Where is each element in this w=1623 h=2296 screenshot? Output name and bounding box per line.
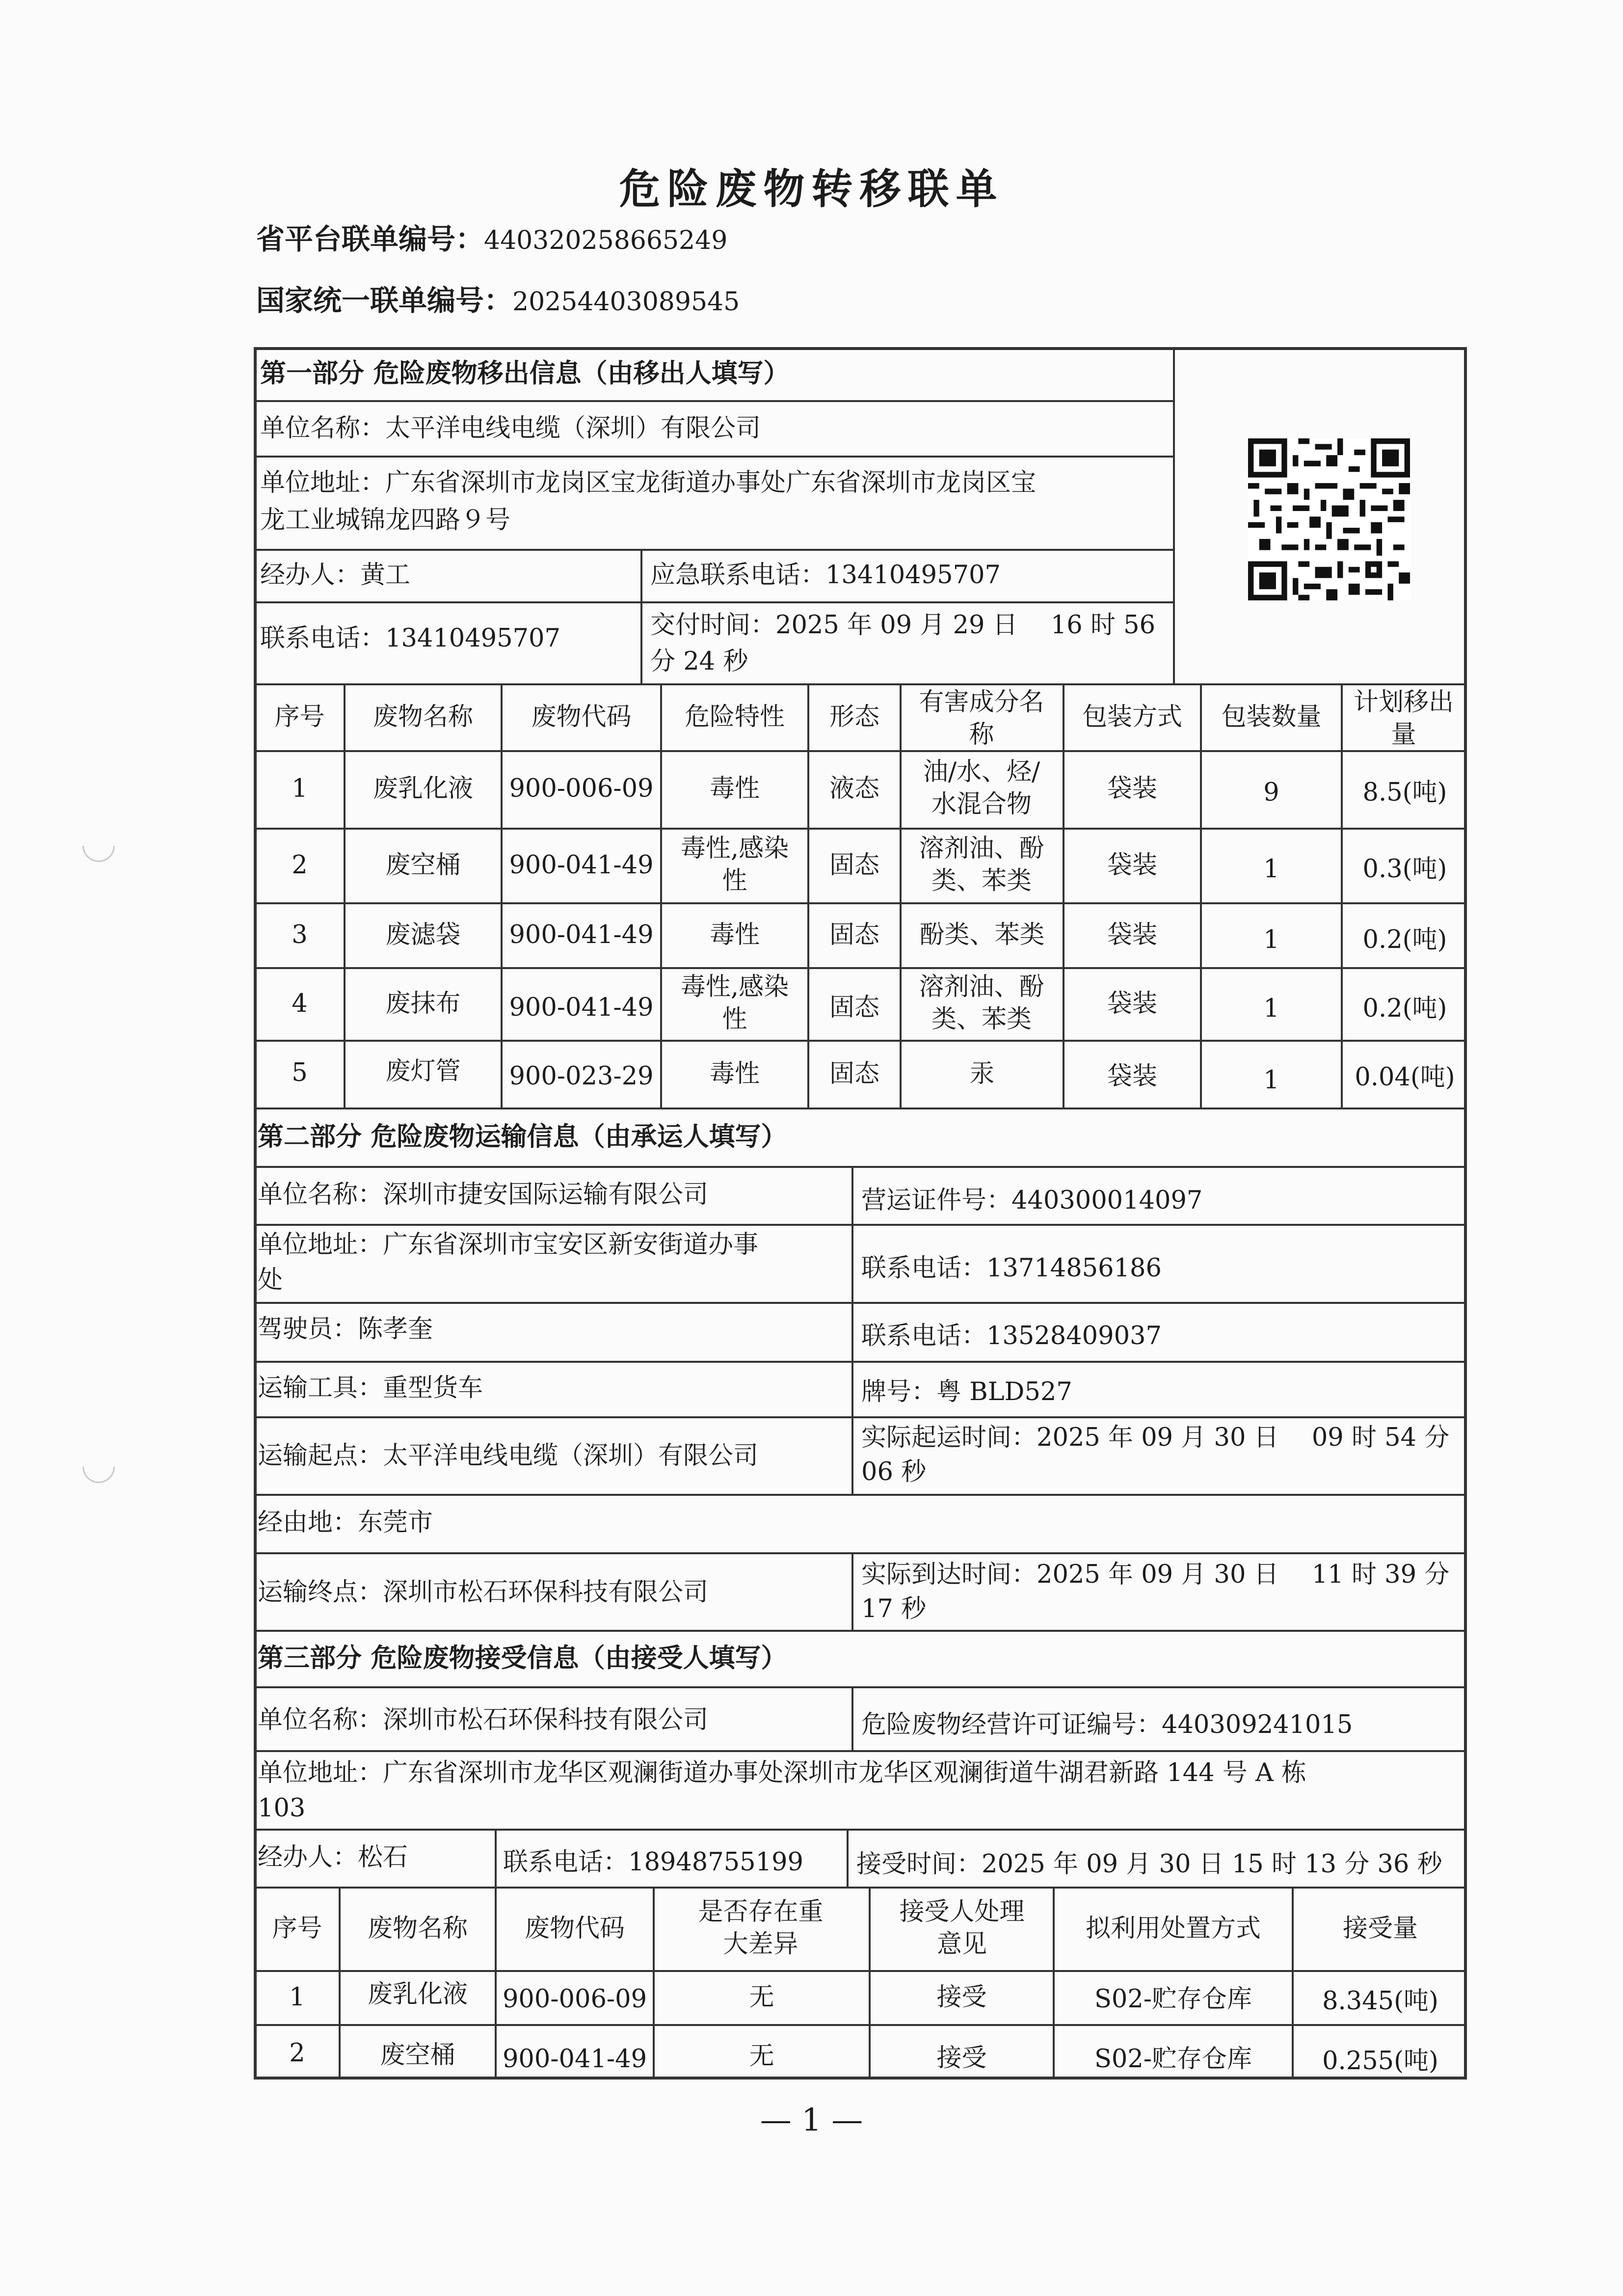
part3-permit: 危险废物经营许可证编号：440309241015 — [861, 1710, 1353, 1739]
row-component: 酚类、苯类 — [919, 920, 1045, 949]
column-header: 序号 — [274, 702, 325, 731]
provincial-number-value: 440320258665249 — [484, 226, 728, 255]
part2-address-line1: 单位地址：广东省深圳市宝安区新安街道办事 — [258, 1230, 759, 1259]
part1-contact-phone: 联系电话：13410495707 — [260, 624, 560, 653]
row-hazard: 毒性,感染性 — [680, 972, 789, 1034]
row-opinion: 接受 — [936, 1983, 987, 2012]
row-qty: 9 — [1263, 778, 1279, 807]
column-header: 废物名称 — [367, 1914, 468, 1943]
part1-emergency-phone: 应急联系电话：13410495707 — [650, 561, 1001, 590]
row-name: 废滤袋 — [385, 920, 461, 949]
part2-depart-line1: 实际起运时间：2025 年 09 月 30 日 09 时 54 分 — [861, 1423, 1450, 1452]
row-planned: 0.2(吨) — [1362, 994, 1447, 1023]
part1-handover-line2: 分 24 秒 — [650, 647, 748, 676]
part2-driver-phone: 联系电话：13528409037 — [861, 1322, 1162, 1351]
row-no: 4 — [292, 989, 308, 1018]
row-amount: 8.345(吨) — [1322, 1987, 1438, 2016]
part3-receive-time: 接受时间：2025 年 09 月 30 日 15 时 13 分 36 秒 — [856, 1850, 1442, 1879]
part1-address-line1: 单位地址：广东省深圳市龙岗区宝龙街道办事处广东省深圳市龙岗区宝 — [260, 468, 1037, 497]
row-planned: 0.3(吨) — [1362, 855, 1447, 884]
row-name: 废空桶 — [380, 2041, 455, 2070]
row-planned: 0.2(吨) — [1362, 925, 1447, 954]
row-package: 袋装 — [1107, 851, 1157, 880]
document-title: 危险废物转移联单 — [619, 165, 1004, 213]
row-planned: 0.04(吨) — [1355, 1063, 1455, 1092]
punch-hole-mark — [76, 823, 121, 868]
row-component: 溶剂油、酚类、苯类 — [919, 834, 1044, 895]
part2-contact-phone: 联系电话：13714856186 — [861, 1254, 1162, 1283]
column-header: 危险特性 — [684, 702, 785, 731]
part3-contact-phone: 联系电话：18948755199 — [503, 1848, 803, 1877]
row-form: 固态 — [829, 920, 879, 949]
part3-address-line1: 单位地址：广东省深圳市龙华区观澜街道办事处深圳市龙华区观澜街道牛湖君新路 144 号 A 栋 — [258, 1758, 1307, 1787]
row-code: 900-006-09 — [509, 774, 654, 803]
part2-unit-name: 单位名称：深圳市捷安国际运输有限公司 — [258, 1180, 709, 1209]
row-component: 溶剂油、酚类、苯类 — [919, 972, 1044, 1034]
page-number: — 1 — — [760, 2102, 863, 2138]
column-header: 形态 — [829, 702, 879, 731]
part2-via: 经由地：东莞市 — [258, 1508, 433, 1537]
column-header: 计划移出量 — [1353, 688, 1454, 749]
row-qty: 1 — [1263, 925, 1279, 954]
column-header: 有害成分名称 — [919, 688, 1044, 749]
row-component: 油/水、烃/水混合物 — [923, 757, 1040, 819]
row-code: 900-041-49 — [502, 2045, 647, 2074]
row-no: 1 — [289, 1983, 305, 2012]
column-header: 包装方式 — [1082, 702, 1182, 731]
part1-address-line2: 龙工业城锦龙四路９号 — [260, 506, 511, 535]
row-form: 固态 — [829, 1059, 879, 1088]
part2-destination: 运输终点：深圳市松石环保科技有限公司 — [258, 1578, 709, 1607]
row-no: 1 — [292, 774, 308, 803]
part1-unit-name: 单位名称：太平洋电线电缆（深圳）有限公司 — [260, 414, 761, 443]
column-header: 接受量 — [1342, 1914, 1418, 1943]
punch-hole-mark — [76, 1444, 121, 1489]
column-header: 是否存在重大差异 — [698, 1897, 824, 1959]
row-hazard: 毒性 — [709, 1059, 760, 1088]
part1-header: 第一部分 危险废物移出信息（由移出人填写） — [260, 358, 790, 388]
row-code: 900-041-49 — [509, 920, 654, 949]
row-form: 固态 — [829, 851, 879, 880]
part3-unit-name: 单位名称：深圳市松石环保科技有限公司 — [258, 1705, 709, 1734]
part1-handover-line1: 交付时间：2025 年 09 月 29 日 16 时 56 — [650, 611, 1156, 640]
row-code: 900-006-09 — [502, 1985, 647, 2014]
row-name: 废灯管 — [385, 1057, 461, 1086]
row-name: 废乳化液 — [372, 774, 473, 803]
part2-vehicle: 运输工具：重型货车 — [258, 1374, 483, 1403]
row-hazard: 毒性,感染性 — [680, 834, 789, 895]
row-diff: 无 — [749, 2042, 774, 2071]
part2-driver: 驾驶员：陈孝奎 — [258, 1315, 433, 1344]
part3-handler: 经办人：松石 — [258, 1843, 408, 1872]
row-planned: 8.5(吨) — [1362, 778, 1447, 807]
row-package: 袋装 — [1107, 1062, 1157, 1091]
row-opinion: 接受 — [936, 2044, 987, 2073]
part2-arrive-line1: 实际到达时间：2025 年 09 月 30 日 11 时 39 分 — [861, 1560, 1450, 1589]
column-header: 包装数量 — [1221, 702, 1322, 731]
row-amount: 0.255(吨) — [1322, 2047, 1438, 2076]
provincial-number-label: 省平台联单编号： — [256, 222, 484, 256]
row-code: 900-041-49 — [509, 851, 654, 880]
row-hazard: 毒性 — [709, 920, 760, 949]
row-name: 废乳化液 — [367, 1980, 468, 2009]
row-name: 废抹布 — [385, 989, 461, 1018]
row-package: 袋装 — [1107, 774, 1157, 803]
column-header: 废物名称 — [372, 702, 473, 731]
row-name: 废空桶 — [385, 851, 461, 880]
qr-code-icon — [1248, 438, 1410, 600]
national-number-value: 20254403089545 — [512, 287, 740, 317]
row-code: 900-041-49 — [509, 993, 654, 1022]
column-header: 拟利用处置方式 — [1085, 1914, 1261, 1943]
row-diff: 无 — [749, 1983, 774, 2012]
part2-depart-line2: 06 秒 — [861, 1458, 927, 1486]
row-qty: 1 — [1263, 1066, 1279, 1095]
row-code: 900-023-29 — [509, 1062, 654, 1091]
part1-handler: 经办人：黄工 — [260, 561, 411, 590]
row-package: 袋装 — [1107, 920, 1157, 949]
part2-arrive-line2: 17 秒 — [861, 1594, 927, 1623]
row-no: 2 — [289, 2039, 305, 2068]
form-border — [254, 347, 1467, 2080]
row-no: 2 — [292, 851, 308, 880]
column-header: 废物代码 — [531, 702, 632, 731]
row-method: S02-贮存仓库 — [1094, 2045, 1252, 2074]
part2-plate: 牌号：粤 BLD527 — [861, 1378, 1072, 1406]
row-form: 液态 — [829, 774, 879, 803]
row-qty: 1 — [1263, 994, 1279, 1023]
column-header: 废物代码 — [524, 1914, 625, 1943]
row-package: 袋装 — [1107, 989, 1157, 1018]
provincial-number — [256, 216, 727, 257]
part2-origin: 运输起点：太平洋电线电缆（深圳）有限公司 — [258, 1441, 759, 1470]
national-number — [256, 277, 740, 319]
row-hazard: 毒性 — [709, 774, 760, 803]
row-qty: 1 — [1263, 855, 1279, 884]
column-header: 序号 — [272, 1914, 322, 1943]
part2-header: 第二部分 危险废物运输信息（由承运人填写） — [258, 1122, 787, 1152]
part2-license: 营运证件号：440300014097 — [861, 1186, 1203, 1215]
row-form: 固态 — [829, 993, 879, 1022]
national-number-label: 国家统一联单编号： — [256, 284, 513, 317]
row-component: 汞 — [969, 1059, 995, 1088]
row-method: S02-贮存仓库 — [1094, 1985, 1252, 2014]
part3-address-line2: 103 — [258, 1794, 306, 1823]
row-no: 3 — [292, 920, 308, 949]
column-header: 接受人处理意见 — [899, 1897, 1025, 1959]
part2-address-line2: 处 — [258, 1266, 283, 1295]
row-no: 5 — [292, 1058, 308, 1087]
part3-header: 第三部分 危险废物接受信息（由接受人填写） — [258, 1643, 787, 1673]
